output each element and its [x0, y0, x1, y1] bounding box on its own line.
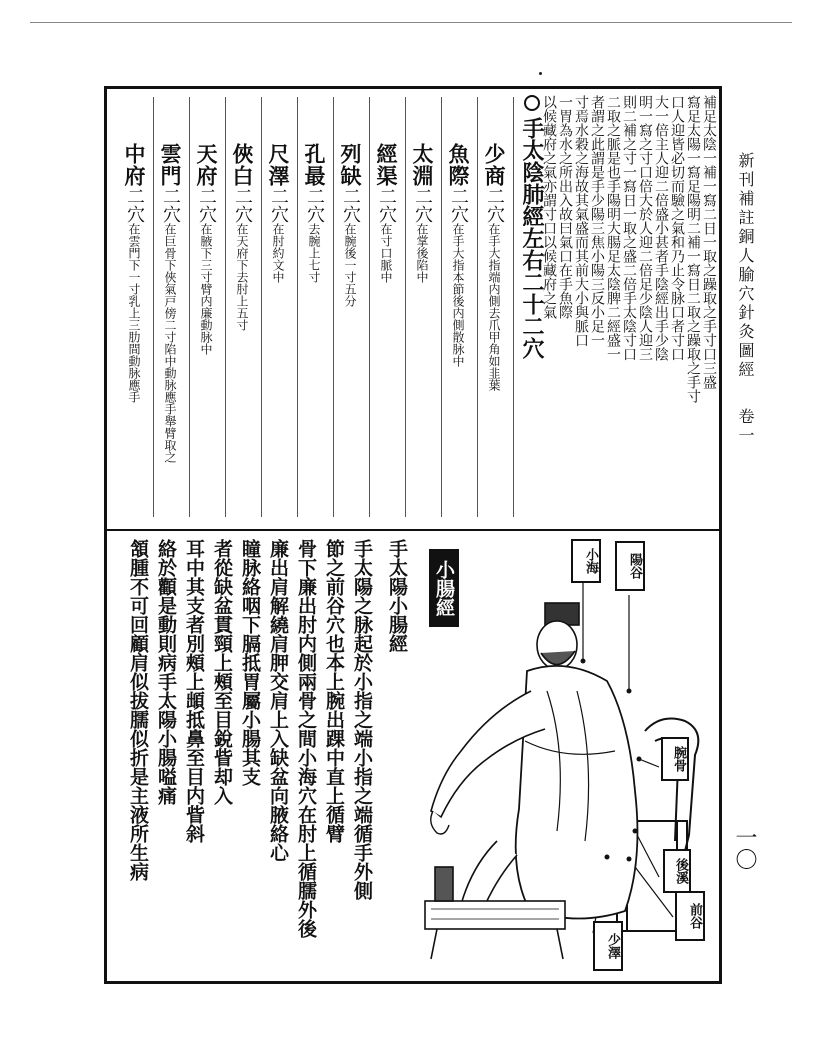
acupoint-note: 在腋下三寸臂内廉動脉中 — [199, 223, 213, 355]
commentary-col: 明一寫之寸口倍大於人迎二倍足少陰人迎三 — [637, 95, 653, 361]
running-head — [732, 152, 758, 452]
commentary-col: 一胃為水之所出入故曰氣口在手魚際 — [557, 95, 573, 319]
point-label: 腕骨 — [661, 737, 689, 781]
acupoint-count: 二穴 — [196, 187, 217, 223]
acupoint-note: 在腕後一寸五分 — [343, 223, 357, 307]
page-frame — [104, 86, 722, 984]
lower-title: 手太陽小腸經 — [386, 539, 408, 653]
acupoint-entry — [157, 143, 183, 523]
commentary-col: 以候藏府之氣亦謂寸口以候藏府之氣 — [541, 95, 557, 319]
acupoint-entry — [445, 143, 471, 523]
commentary-col: 則二補之寸一寫日一取之盛二倍手太陰寸口 — [621, 95, 637, 361]
acupoint-entry — [229, 143, 255, 523]
meridian-title-text: 手太陰肺經左右二十二穴 — [519, 117, 545, 359]
acupoint-name: 天府 — [194, 143, 219, 187]
acupoint-count: 二穴 — [448, 187, 469, 223]
acupoint-name: 尺澤 — [266, 143, 291, 187]
acupoint-count: 二穴 — [376, 187, 397, 223]
acupoint-count: 二穴 — [304, 187, 325, 223]
text-column: 節之前谷穴也本上腕出踝中直上循臂 — [323, 539, 345, 843]
meridian-title — [517, 95, 547, 375]
acupoint-count: 二穴 — [268, 187, 289, 223]
acupoint-note: 在寸口脈中 — [379, 223, 393, 283]
page-number: 一〇 — [732, 826, 757, 870]
acupoint-count: 二穴 — [124, 187, 145, 223]
commentary-col: 大一倍主人迎二倍盛小甚者手陰經出手少陰 — [653, 95, 669, 361]
acupoint-entry — [121, 143, 147, 523]
point-label: 前谷 — [675, 891, 705, 941]
ink-dot — [539, 72, 542, 75]
lower-panel — [107, 531, 719, 981]
text-column: 瞳脉絡咽下膈抵胃屬小腸其支 — [239, 539, 261, 786]
acupoint-note: 在肘約文中 — [271, 223, 285, 283]
acupoint-note: 去腕上七寸 — [307, 223, 321, 283]
text-column: 頷腫不可回顧肩似拔臑似折是主液所生病 — [127, 539, 149, 881]
acupoint-count: 二穴 — [160, 187, 181, 223]
commentary-col: 二取之脈是也手陽明大腸足太陰脾二經盛一 — [605, 95, 621, 361]
acupoint-entry — [265, 143, 291, 523]
acupoint-count: 二穴 — [232, 187, 253, 223]
acupoint-note: 在手大指本節後内側散脉中 — [451, 223, 465, 367]
point-label: 少澤 — [593, 921, 623, 971]
acupoint-entry — [337, 143, 363, 523]
commentary-col: 者謂之此謂是手少陽三焦小陽三反小足一 — [589, 95, 605, 347]
acupoint-entry — [193, 143, 219, 523]
book-title: 新刊補註銅人腧穴針灸圖經 — [736, 152, 755, 380]
text-column: 絡於顴是動則病手太陽小腸嗌痛 — [155, 539, 177, 805]
acupoint-entry — [373, 143, 399, 523]
acupoint-name: 中府 — [122, 143, 147, 187]
acupoint-name: 俠白 — [230, 143, 255, 187]
acupoint-name: 雲門 — [158, 143, 183, 187]
acupoint-name: 經渠 — [374, 143, 399, 187]
acupoint-entry — [481, 143, 507, 523]
text-column: 者從缺盆貫頸上頰至目銳眥却入 — [211, 539, 233, 805]
acupoint-name: 太淵 — [410, 143, 435, 187]
point-label: 小海 — [571, 539, 601, 583]
acupoint-entry — [301, 143, 327, 523]
acupoint-count: 二穴 — [340, 187, 361, 223]
commentary-col: 口人迎皆必切而驗之氣和乃止令脉口者寸口 — [669, 95, 685, 361]
volume-label: 卷一 — [736, 408, 755, 446]
acupoint-name: 孔最 — [302, 143, 327, 187]
text-column: 骨下廉出肘内側兩骨之間小海穴在肘上循臑外後 — [295, 539, 317, 938]
commentary-col: 寫足太陽一寫足陽明二補一寫日二取之躁取之手寸 — [685, 95, 701, 403]
text-column: 手太陽之脉起於小指之端小指之端循手外側 — [351, 539, 373, 900]
commentary-col: 補足太陰一補一寫二日一取之躁取之手寸口三盛 — [701, 95, 717, 389]
upper-panel — [107, 89, 719, 529]
meridian-badge: 小腸經 — [429, 549, 459, 627]
acupoint-name: 魚際 — [446, 143, 471, 187]
circle-mark-icon — [524, 95, 540, 111]
acupoint-note: 在雲門下一寸乳上三肋間動脉應手 — [127, 223, 141, 403]
acupoint-entry — [409, 143, 435, 523]
top-rule — [30, 22, 792, 23]
acupoint-note: 在掌後陷中 — [415, 223, 429, 283]
point-label: 陽谷 — [615, 541, 645, 591]
acupoint-note: 在天府下去肘上五寸 — [235, 223, 249, 331]
commentary-col: 寸焉水穀之海故其氣盛而其前大小與脈口 — [573, 95, 589, 347]
acupoint-note: 在巨骨下俠氣戸傍二寸陷中動脉應手舉臂取之 — [163, 223, 177, 463]
acupoint-count: 二穴 — [484, 187, 505, 223]
acupoint-name: 列缺 — [338, 143, 363, 187]
acupoint-count: 二穴 — [412, 187, 433, 223]
acupoint-note: 在手大指端内側去爪甲角如韭葉 — [487, 223, 501, 391]
text-column: 耳中其支者別頰上䪼抵鼻至目内眥斜 — [183, 539, 205, 843]
acupoint-name: 少商 — [482, 143, 507, 187]
text-column: 廉出肩解繞肩胛交肩上入缺盆向腋絡心 — [267, 539, 289, 862]
point-label: 後溪 — [663, 849, 691, 893]
